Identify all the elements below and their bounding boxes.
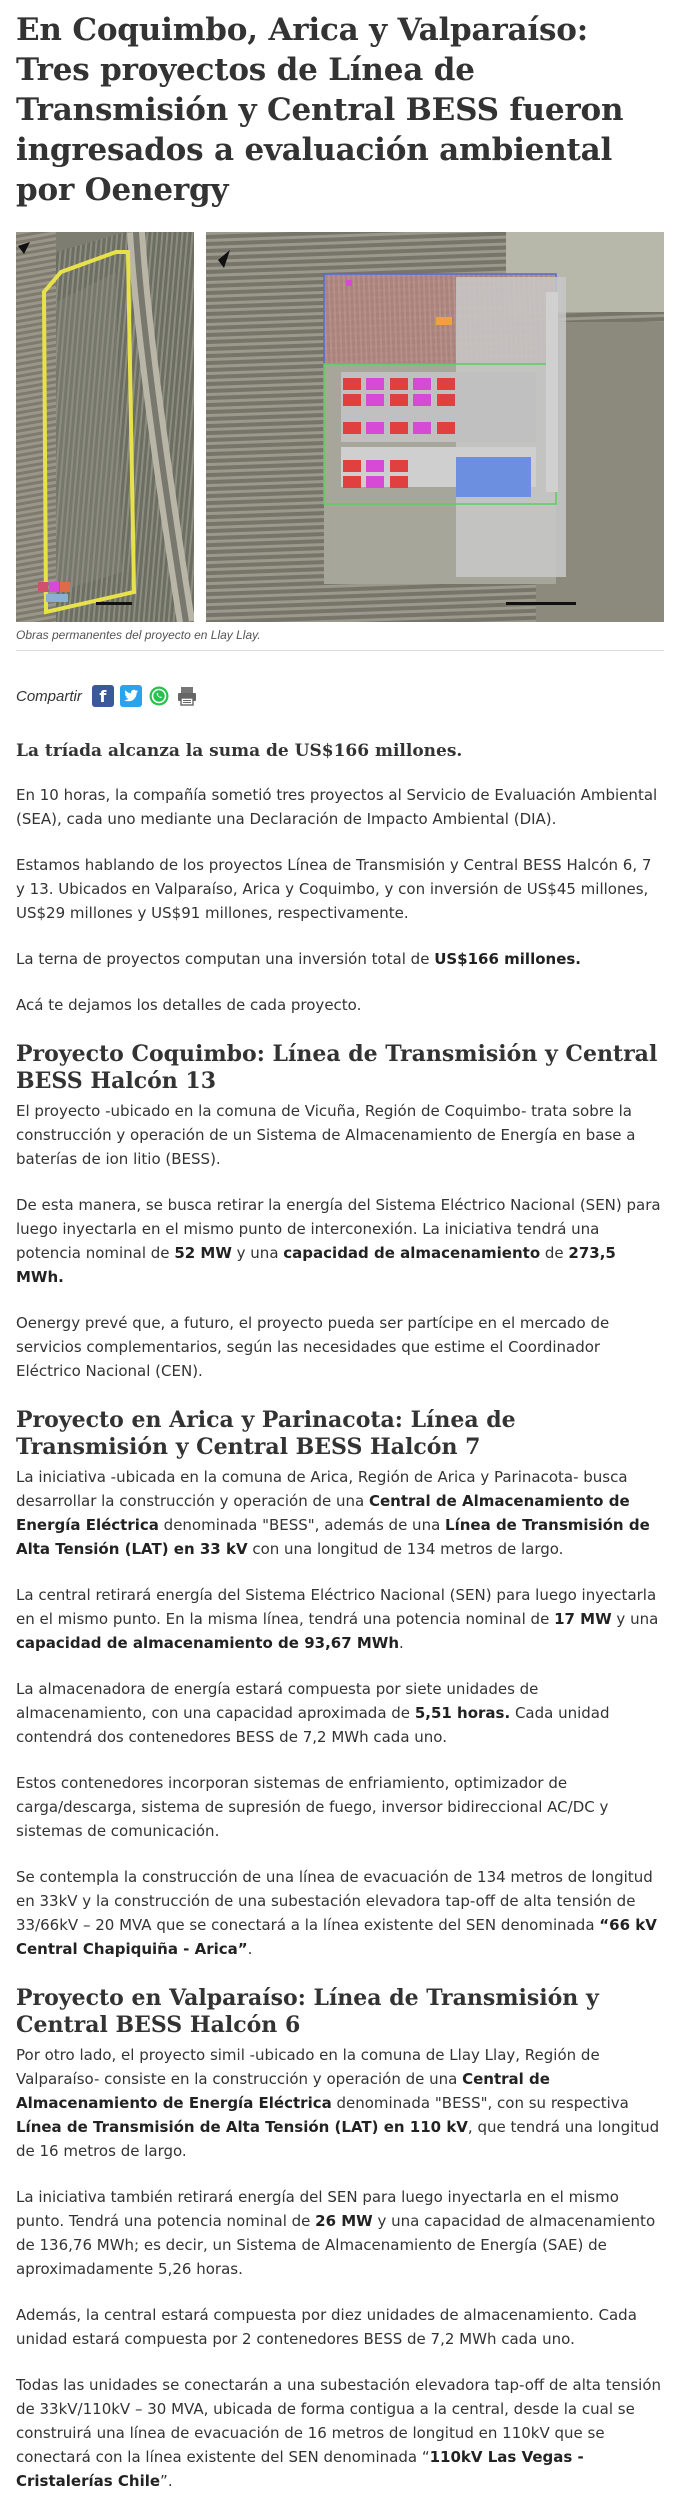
article-figure [16, 232, 664, 622]
valparaiso-paragraph-3: Además, la central estará compuesta por diez unidades de almacenamiento. Cada unidad estará compuesta por 2 contenedores BESS de 7,2 MWh cada uno. [16, 2306, 637, 2348]
arica-paragraph-3: La almacenadora de energía estará compuesta por siete unidades de almacenamiento, con una capacidad aproximada de 5,51 horas. Cada unidad contendrá dos contenedores BESS de 7,2 MWh cada uno. [16, 1680, 610, 1746]
arica-paragraph-2: La central retirará energía del Sistema Eléctrico Nacional (SEN) para luego inyectarla en el mismo punto. En la misma línea, tendrá una potencia nominal de 17 MW y una capacidad de almacenamiento de 93,67 MWh. [16, 1586, 659, 1652]
coquimbo-paragraph-3: Oenergy prevé que, a futuro, el proyecto pueda ser partícipe en el mercado de servicios complementarios, según las necesidades que estime el Coordinador Eléctrico Nacional (CEN). [16, 1314, 610, 1380]
arica-paragraph-4: Estos contenedores incorporan sistemas de enfriamiento, optimizador de carga/descarga, sistema de supresión de fuego, inversor bidireccional AC/DC y sistemas de comunicación. [16, 1774, 609, 1840]
facebook-icon[interactable]: f [92, 685, 114, 707]
whatsapp-icon[interactable] [148, 685, 170, 707]
arica-paragraph-5: Se contempla la construcción de una línea de evacuación de 134 metros de longitud en 33kV y la construcción de una subestación elevadora tap-off de alta tensión de 33/66kV – 20 MVA que se conectará a la línea existente del SEN denominada “66 kV Central Chapiquiña - Arica”. [16, 1868, 657, 1958]
coquimbo-paragraph-2: De esta manera, se busca retirar la energía del Sistema Eléctrico Nacional (SEN) para luego inyectarla en el mismo punto de interconexión. La iniciativa tendrá una potencia nominal de 52 MW y una capacidad de almacenamiento de 273,5 MWh. [16, 1196, 661, 1286]
share-bar [16, 681, 664, 711]
intro-paragraph-2: Estamos hablando de los proyectos Línea de Transmisión y Central BESS Halcón 6, 7 y 13. Ubicados en Valparaíso, Arica y Coquimbo, y con inversión de US$45 millones, US$29 millones y US$91 millones, respectivamente. [16, 856, 652, 922]
section-heading-arica: Proyecto en Arica y Parinacota: Línea de Transmisión y Central BESS Halcón 7 [16, 1407, 516, 1460]
section-heading-valparaiso: Proyecto en Valparaíso: Línea de Transmisión y Central BESS Halcón 6 [16, 1985, 599, 2038]
article [16, 0, 664, 2493]
intro-paragraph-4: Acá te dejamos los detalles de cada proyecto. [16, 996, 362, 1014]
site-map-left [16, 232, 194, 622]
share-label: Compartir [16, 687, 82, 705]
site-map-right [206, 232, 664, 622]
article-lead: La tríada alcanza la suma de US$166 millones. [16, 741, 463, 761]
intro-paragraph-1: En 10 horas, la compañía sometió tres proyectos al Servicio de Evaluación Ambiental (SEA), cada uno mediante una Declaración de Impacto Ambiental (DIA). [16, 786, 658, 828]
twitter-icon[interactable] [120, 685, 142, 707]
image-caption: Obras permanentes del proyecto en Llay Llay. [16, 628, 664, 651]
article-title: En Coquimbo, Arica y Valparaíso: Tres proyectos de Línea de Transmisión y Central BESS fueron ingresados a evaluación ambiental por Oenergy [16, 12, 624, 208]
print-icon[interactable] [176, 685, 198, 707]
valparaiso-paragraph-2: La iniciativa también retirará energía del SEN para luego inyectarla en el mismo punto. Tendrá una potencia nominal de 26 MW y una capacidad de almacenamiento de 136,76 MWh; es decir, un Sistema de Almacenamiento de Energía (SAE) de aproximadamente 5,26 horas. [16, 2188, 656, 2278]
valparaiso-paragraph-4: Todas las unidades se conectarán a una subestación elevadora tap-off de alta tensión de 33kV/110kV – 30 MVA, ubicada de forma contigua a la central, desde la cual se construirá una línea de evacuación de 16 metros de longitud en 110kV que se conectará con la línea existente del SEN denominada “110kV Las Vegas - Cristalerías Chile”. [16, 2376, 662, 2490]
section-heading-coquimbo: Proyecto Coquimbo: Línea de Transmisión y Central BESS Halcón 13 [16, 1041, 658, 1094]
arica-paragraph-1: La iniciativa -ubicada en la comuna de Arica, Región de Arica y Parinacota- busca desarrollar la construcción y operación de una Central de Almacenamiento de Energía Eléctrica denominada "BESS", además de una Línea de Transmisión de Alta Tensión (LAT) en 33 kV con una longitud de 134 metros de largo. [16, 1468, 650, 1558]
valparaiso-paragraph-1: Por otro lado, el proyecto simil -ubicado en la comuna de Llay Llay, Región de Valparaíso- consiste en la construcción y operación de una Central de Almacenamiento de Energía Eléctrica denominada "BESS", con su respectiva Línea de Transmisión de Alta Tensión (LAT) en 110 kV, que tendrá una longitud de 16 metros de largo. [16, 2046, 660, 2160]
coquimbo-paragraph-1: El proyecto -ubicado en la comuna de Vicuña, Región de Coquimbo- trata sobre la construcción y operación de un Sistema de Almacenamiento de Energía en base a baterías de ion litio (BESS). [16, 1102, 636, 1168]
intro-paragraph-3: La terna de proyectos computan una inversión total de US$166 millones. [16, 950, 581, 968]
